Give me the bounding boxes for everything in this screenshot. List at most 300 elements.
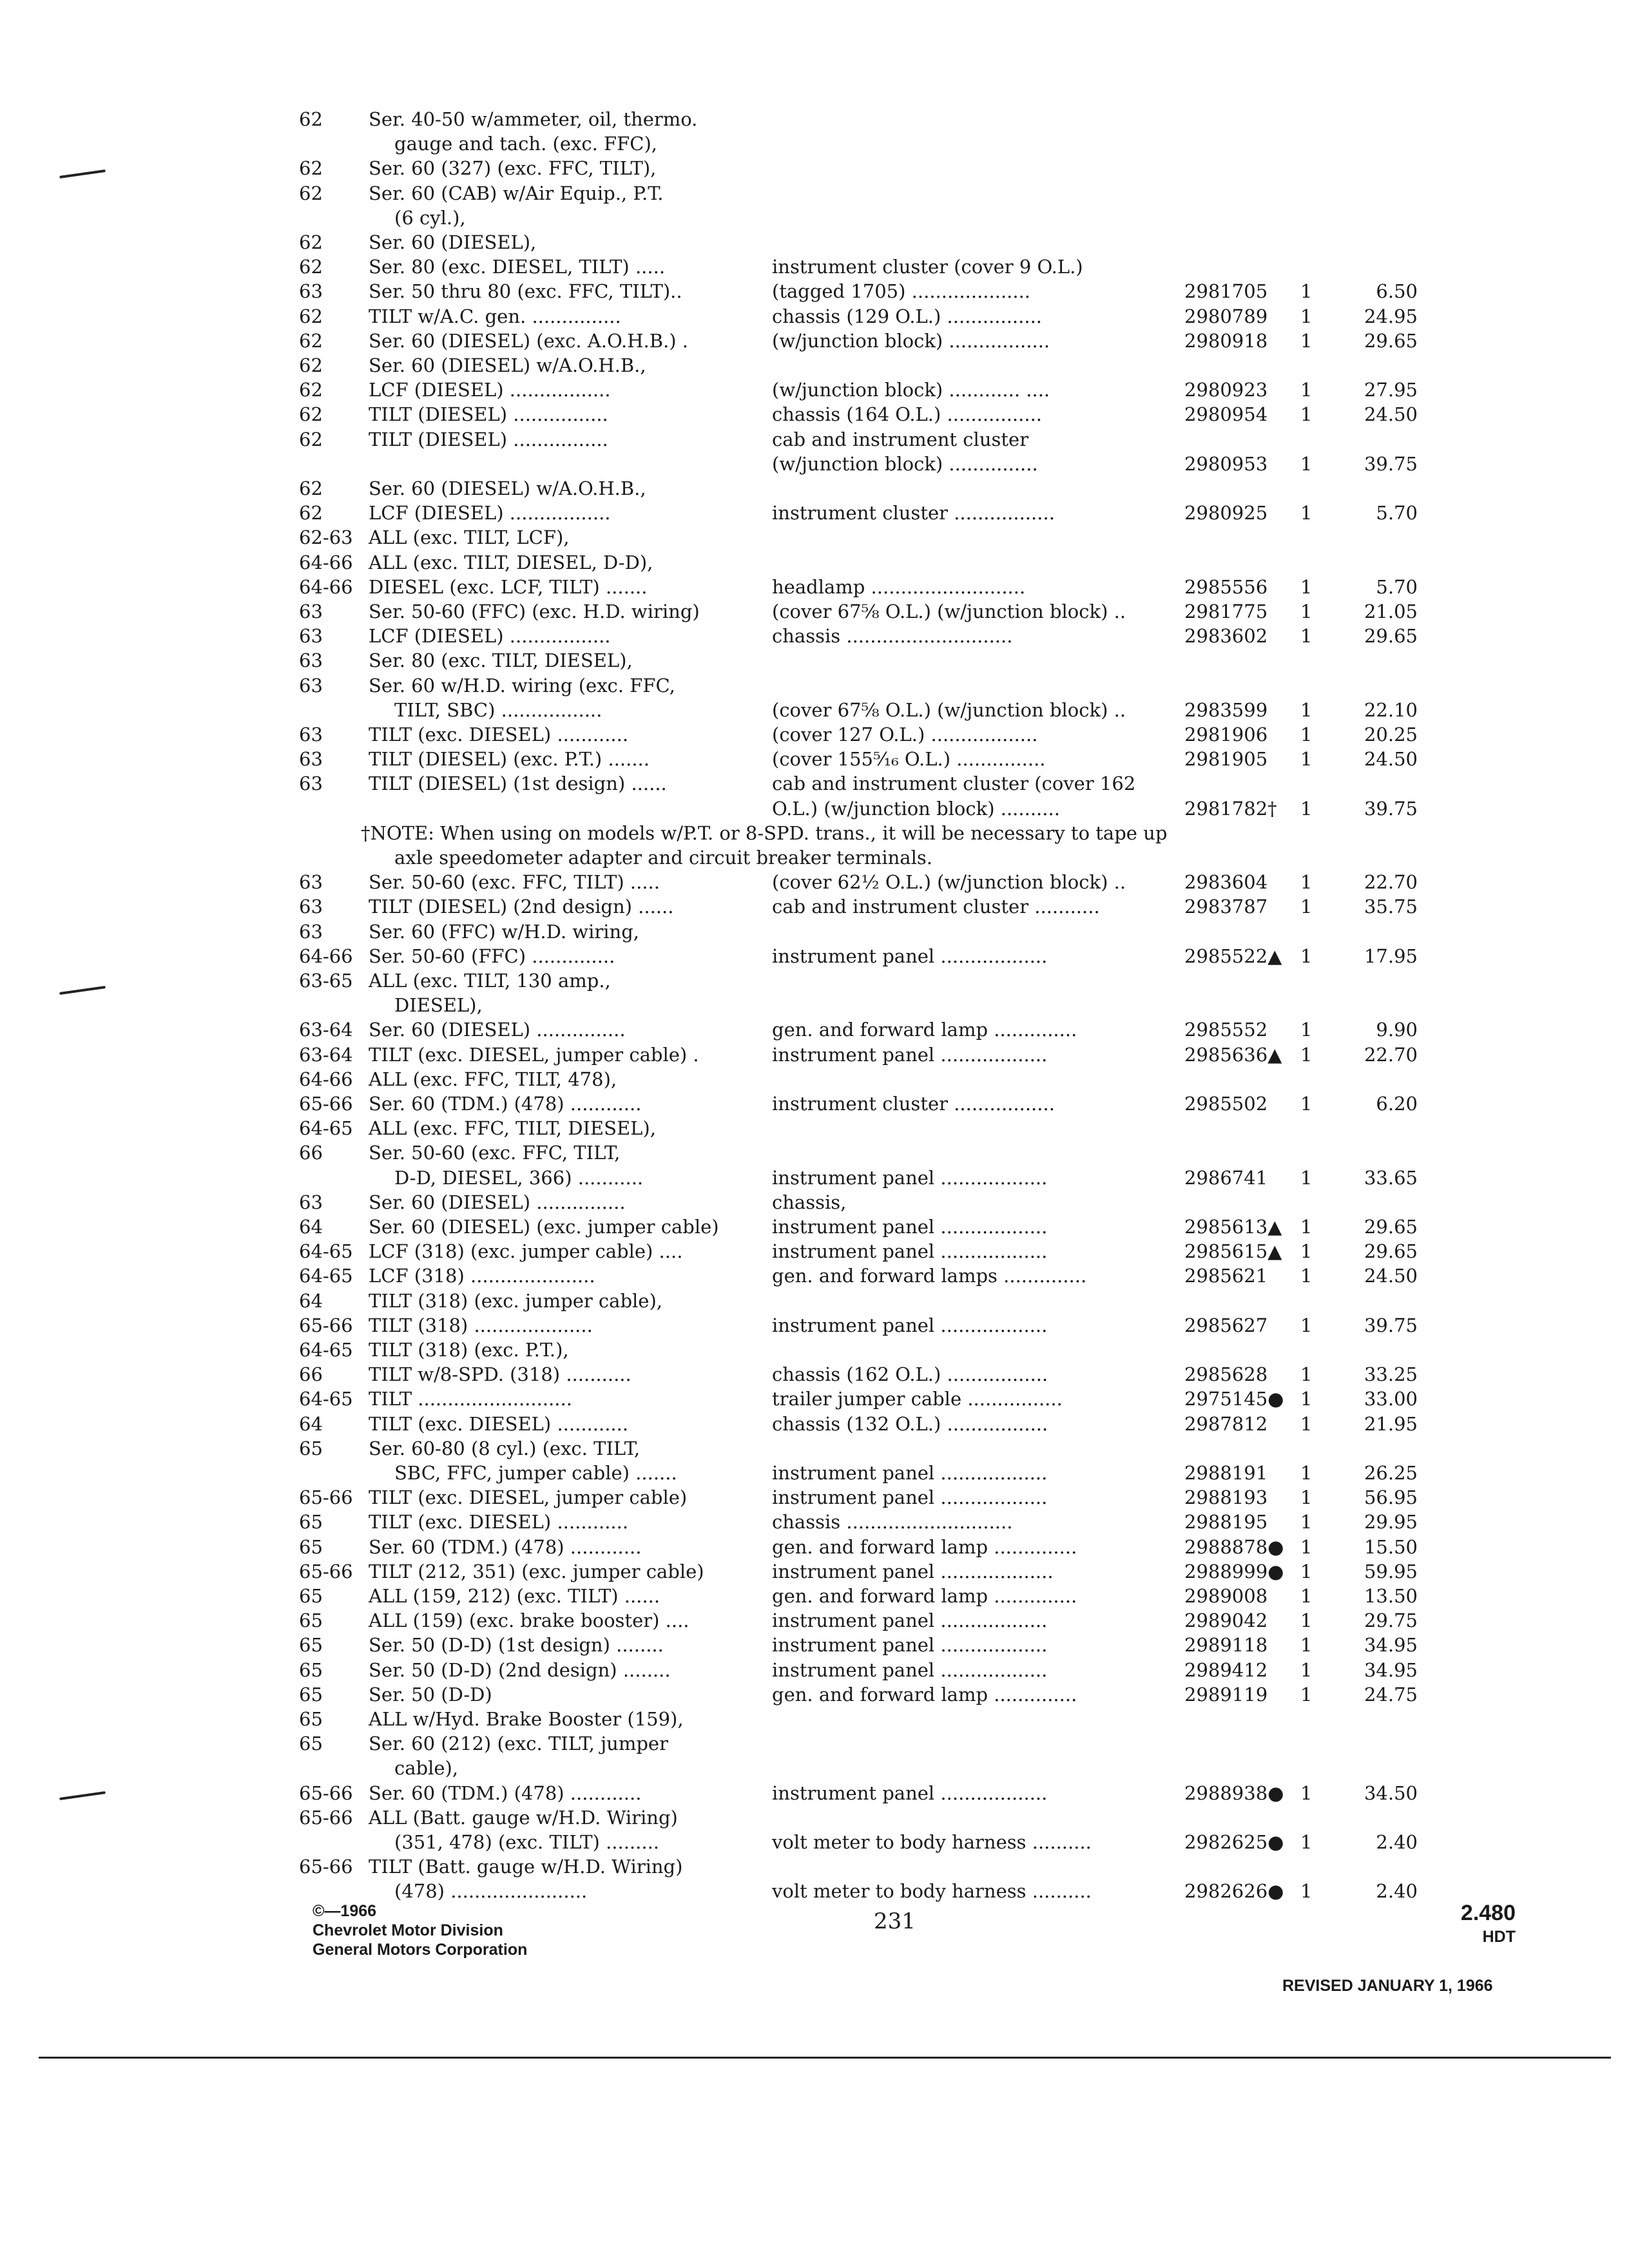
row-year: 62 [299, 256, 323, 278]
row-models-cont: gauge and tach. (exc. FFC), [394, 133, 657, 155]
row-price: 24.75 [1364, 1683, 1418, 1706]
row-part-number: 2981905 [1184, 748, 1268, 771]
row-description: cab and instrument cluster (cover 162 [772, 773, 1136, 795]
row-models: DIESEL (exc. LCF, TILT) ....... [369, 575, 648, 598]
row-part-number: 2985628 [1184, 1363, 1268, 1386]
row-part-number: 2988191 [1184, 1462, 1268, 1484]
row-quantity: 1 [1300, 797, 1313, 820]
row-year: 62 [299, 231, 323, 253]
row-models: LCF (318) ..................... [369, 1265, 595, 1287]
row-quantity: 1 [1300, 1462, 1313, 1484]
row-description-cont: volt meter to body harness .......... [772, 1880, 1092, 1903]
row-year: 65-66 [299, 1093, 353, 1115]
row-quantity: 1 [1300, 1634, 1313, 1657]
row-year: 64 [299, 1216, 323, 1238]
row-quantity: 1 [1300, 1388, 1313, 1410]
row-description: chassis ............................ [772, 625, 1013, 648]
row-price: 34.50 [1364, 1782, 1418, 1804]
row-description: gen. and forward lamp .............. [772, 1535, 1077, 1558]
row-year: 63 [299, 920, 323, 943]
row-year: 62-63 [299, 526, 353, 549]
row-models: TILT (DIESEL) (exc. P.T.) ....... [369, 748, 650, 771]
row-part-number: 2980789 [1184, 305, 1268, 327]
row-quantity: 1 [1300, 871, 1313, 894]
row-price: 34.95 [1364, 1658, 1418, 1681]
row-part-number: 2989412 [1184, 1658, 1268, 1681]
row-year: 64-66 [299, 551, 353, 573]
row-price: 26.25 [1364, 1462, 1418, 1484]
row-quantity: 1 [1300, 748, 1313, 771]
row-models: TILT (DIESEL) ................ [369, 403, 608, 426]
row-price: 34.95 [1364, 1634, 1418, 1657]
row-year: 63 [299, 724, 323, 745]
row-description: (cover 62½ O.L.) (w/junction block) .. [772, 871, 1126, 894]
row-year: 63 [299, 1191, 323, 1213]
note-line-1: †NOTE: When using on models w/P.T. or 8-SPD. trans., it will be necessary to tape up [361, 822, 1168, 844]
row-quantity: 1 [1300, 945, 1313, 967]
row-description: (cover 67⅝ O.L.) (w/junction block) .. [772, 601, 1126, 622]
row-price: 24.50 [1364, 748, 1418, 771]
row-price: 56.95 [1364, 1486, 1418, 1509]
row-description: cab and instrument cluster [772, 428, 1029, 450]
row-models: Ser. 60 (TDM.) (478) ............ [369, 1093, 642, 1115]
row-models: Ser. 50 (D-D) [369, 1683, 492, 1706]
row-models: Ser. 60 (FFC) w/H.D. wiring, [369, 920, 639, 943]
row-price: 24.50 [1364, 1265, 1418, 1287]
row-year: 64-65 [299, 1339, 353, 1361]
row-part-number: 2983604 [1184, 871, 1268, 894]
footer-copyright: ©—1966 [313, 1902, 377, 1920]
row-quantity: 1 [1300, 379, 1313, 401]
row-quantity: 1 [1300, 1412, 1313, 1435]
row-part-number: 2983599 [1184, 698, 1268, 721]
row-description: chassis (132 O.L.) ................. [772, 1412, 1048, 1435]
row-price: 2.40 [1376, 1831, 1418, 1853]
row-quantity: 1 [1300, 1093, 1313, 1115]
row-description: instrument panel .................. [772, 1043, 1048, 1066]
row-year: 65 [299, 1437, 323, 1459]
row-quantity: 1 [1300, 1314, 1313, 1336]
row-year: 62 [299, 354, 323, 376]
row-models: ALL (159) (exc. brake booster) .... [369, 1610, 689, 1632]
row-price: 17.95 [1364, 945, 1418, 967]
row-models: Ser. 60 (DIESEL) w/A.O.H.B., [369, 477, 646, 499]
row-description-cont: (w/junction block) ............... [772, 452, 1038, 475]
row-price: 29.65 [1364, 1240, 1418, 1263]
row-year: 63 [299, 601, 323, 622]
row-part-number: 2980954 [1184, 403, 1268, 426]
row-description: instrument panel .................. [772, 1610, 1048, 1632]
row-models: Ser. 50-60 (exc. FFC, TILT) ..... [369, 871, 660, 894]
row-year: 66 [299, 1142, 323, 1164]
row-description: gen. and forward lamp .............. [772, 1019, 1077, 1041]
row-part-number: 2983602 [1184, 625, 1268, 648]
footer-division: Chevrolet Motor Division [313, 1921, 503, 1939]
row-year: 64-65 [299, 1240, 353, 1263]
row-year: 64-66 [299, 1068, 353, 1090]
row-description: instrument cluster (cover 9 O.L.) [772, 256, 1083, 278]
row-quantity: 1 [1300, 625, 1313, 648]
row-year: 65 [299, 1634, 323, 1657]
row-year: 65-66 [299, 1782, 353, 1804]
row-models: ALL w/Hyd. Brake Booster (159), [369, 1708, 684, 1730]
row-quantity: 1 [1300, 1782, 1313, 1804]
row-part-number: 2988938● [1184, 1782, 1284, 1804]
row-part-number: 2989119 [1184, 1683, 1268, 1706]
row-part-number: 2989008 [1184, 1585, 1268, 1607]
row-price: 5.70 [1376, 502, 1418, 524]
row-models-cont: D-D, DIESEL, 366) ........... [394, 1166, 644, 1189]
row-models-cont: (351, 478) (exc. TILT) ......... [394, 1831, 660, 1853]
row-models-cont: SBC, FFC, jumper cable) ....... [394, 1462, 677, 1484]
row-year: 63-64 [299, 1043, 353, 1066]
row-quantity: 1 [1300, 1166, 1313, 1189]
row-year: 64 [299, 1412, 323, 1435]
row-description: trailer jumper cable ................ [772, 1388, 1063, 1410]
row-models-cont: TILT, SBC) ................. [394, 698, 602, 721]
row-quantity: 1 [1300, 1880, 1313, 1903]
row-models: Ser. 50-60 (FFC) (exc. H.D. wiring) [369, 601, 700, 622]
row-price: 15.50 [1364, 1535, 1418, 1558]
row-models: TILT (DIESEL) ................ [369, 428, 608, 450]
row-price: 39.75 [1364, 797, 1418, 820]
row-models: TILT (318) (exc. jumper cable), [369, 1289, 662, 1312]
row-part-number: 2989118 [1184, 1634, 1268, 1657]
row-part-number: 2981782† [1184, 797, 1277, 820]
row-price: 29.95 [1364, 1511, 1418, 1533]
row-models-cont: cable), [394, 1757, 459, 1780]
row-description-cont: instrument panel .................. [772, 1462, 1048, 1484]
row-quantity: 1 [1300, 1831, 1313, 1853]
row-models: Ser. 80 (exc. TILT, DIESEL), [369, 649, 633, 672]
row-year: 65 [299, 1511, 323, 1533]
row-part-number: 2983787 [1184, 896, 1268, 918]
row-quantity: 1 [1300, 1560, 1313, 1582]
row-year: 62 [299, 329, 323, 352]
row-year: 65-66 [299, 1486, 353, 1509]
row-quantity: 1 [1300, 1019, 1313, 1041]
row-description: instrument panel .................. [772, 1240, 1048, 1263]
row-models: Ser. 50-60 (FFC) .............. [369, 945, 615, 967]
row-quantity: 1 [1300, 502, 1313, 524]
row-description: gen. and forward lamp .............. [772, 1585, 1077, 1607]
row-year: 65 [299, 1610, 323, 1632]
row-description: instrument panel ................... [772, 1560, 1054, 1582]
row-year: 62 [299, 502, 323, 524]
row-price: 20.25 [1364, 724, 1418, 745]
row-description: instrument panel .................. [772, 1486, 1048, 1509]
row-year: 62 [299, 379, 323, 401]
row-part-number: 2981705 [1184, 280, 1268, 303]
row-quantity: 1 [1300, 1610, 1313, 1632]
row-year: 63 [299, 674, 323, 697]
row-models: ALL (exc. FFC, TILT, DIESEL), [369, 1117, 656, 1140]
row-quantity: 1 [1300, 698, 1313, 721]
row-models: TILT w/8-SPD. (318) ........... [369, 1363, 631, 1386]
row-models: TILT (exc. DIESEL, jumper cable) [369, 1486, 688, 1509]
row-price: 5.70 [1376, 575, 1418, 598]
row-year: 62 [299, 182, 323, 204]
row-description: instrument panel .................. [772, 1314, 1048, 1336]
row-description: (w/junction block) ................. [772, 329, 1050, 352]
row-models: Ser. 60 (CAB) w/Air Equip., P.T. [369, 182, 664, 204]
row-models: ALL (159, 212) (exc. TILT) ...... [369, 1585, 660, 1607]
row-description-cont: O.L.) (w/junction block) .......... [772, 797, 1060, 820]
row-part-number: 2981775 [1184, 601, 1268, 622]
row-price: 6.50 [1376, 280, 1418, 303]
row-price: 21.95 [1364, 1412, 1418, 1435]
row-price: 27.95 [1364, 379, 1418, 401]
row-quantity: 1 [1300, 601, 1313, 622]
row-price: 22.10 [1364, 698, 1418, 721]
row-quantity: 1 [1300, 1511, 1313, 1533]
row-description: headlamp .......................... [772, 575, 1026, 598]
row-year: 65 [299, 1683, 323, 1706]
row-models: Ser. 60 (212) (exc. TILT, jumper [369, 1733, 668, 1755]
row-part-number: 2980925 [1184, 502, 1268, 524]
row-part-number: 2985636▲ [1184, 1043, 1282, 1066]
row-year: 63-64 [299, 1019, 353, 1041]
row-models: Ser. 60 w/H.D. wiring (exc. FFC, [369, 674, 675, 697]
row-part-number: 2985613▲ [1184, 1216, 1282, 1238]
row-year: 63 [299, 649, 323, 672]
row-models: LCF (DIESEL) ................. [369, 502, 611, 524]
row-quantity: 1 [1300, 280, 1313, 303]
row-models: Ser. 60-80 (8 cyl.) (exc. TILT, [369, 1437, 641, 1459]
row-description: chassis (129 O.L.) ................ [772, 305, 1043, 327]
row-quantity: 1 [1300, 1658, 1313, 1681]
row-price: 33.25 [1364, 1363, 1418, 1386]
row-year: 64-66 [299, 945, 353, 967]
row-year: 63 [299, 871, 323, 894]
row-description: instrument panel .................. [772, 945, 1048, 967]
row-price: 9.90 [1376, 1019, 1418, 1041]
row-models: TILT .......................... [369, 1388, 572, 1410]
row-models: TILT (DIESEL) (1st design) ...... [369, 773, 667, 795]
row-models-cont: (6 cyl.), [394, 206, 466, 229]
row-models: TILT (exc. DIESEL) ............ [369, 724, 629, 745]
row-quantity: 1 [1300, 724, 1313, 745]
row-models: ALL (exc. TILT, LCF), [369, 526, 570, 549]
margin-mark [59, 986, 106, 995]
row-models: Ser. 50 (D-D) (2nd design) ........ [369, 1658, 671, 1681]
row-price: 39.75 [1364, 1314, 1418, 1336]
row-year: 65-66 [299, 1856, 353, 1878]
row-description-cont: volt meter to body harness .......... [772, 1831, 1092, 1853]
row-quantity: 1 [1300, 329, 1313, 352]
row-quantity: 1 [1300, 1535, 1313, 1558]
row-models: Ser. 40-50 w/ammeter, oil, thermo. [369, 108, 698, 130]
row-year: 65 [299, 1708, 323, 1730]
row-models: ALL (exc. FFC, TILT, 478), [369, 1068, 617, 1090]
row-description: (cover 127 O.L.) .................. [772, 724, 1038, 745]
row-year: 63-65 [299, 970, 353, 992]
row-models: TILT (318) (exc. P.T.), [369, 1339, 569, 1361]
row-year: 62 [299, 157, 323, 180]
row-year: 65-66 [299, 1806, 353, 1829]
row-quantity: 1 [1300, 1265, 1313, 1287]
row-models: LCF (DIESEL) ................. [369, 379, 611, 401]
row-description: chassis (164 O.L.) ................ [772, 403, 1043, 426]
row-models: Ser. 60 (TDM.) (478) ............ [369, 1535, 642, 1558]
row-year: 64-65 [299, 1265, 353, 1287]
row-models: Ser. 50 (D-D) (1st design) ........ [369, 1634, 664, 1657]
row-description: cab and instrument cluster ........... [772, 896, 1100, 918]
row-year: 64 [299, 1289, 323, 1312]
row-year: 63 [299, 773, 323, 795]
row-models: Ser. 60 (DIESEL) ............... [369, 1019, 626, 1041]
row-price: 29.65 [1364, 625, 1418, 648]
row-models: ALL (exc. TILT, DIESEL, D-D), [369, 551, 653, 573]
row-part-number: 2988999● [1184, 1560, 1284, 1582]
row-year: 65-66 [299, 1560, 353, 1582]
row-year: 63 [299, 896, 323, 918]
row-models: TILT (exc. DIESEL, jumper cable) . [369, 1043, 699, 1066]
row-price: 29.65 [1364, 329, 1418, 352]
section-number: 2.480 [1460, 1901, 1516, 1925]
row-quantity: 1 [1300, 1216, 1313, 1238]
row-year: 63 [299, 748, 323, 771]
row-quantity: 1 [1300, 575, 1313, 598]
row-year: 62 [299, 305, 323, 327]
row-models: Ser. 60 (DIESEL) (exc. jumper cable) [369, 1216, 719, 1238]
row-quantity: 1 [1300, 1585, 1313, 1607]
row-year: 62 [299, 477, 323, 499]
row-description: chassis, [772, 1191, 847, 1213]
row-models: Ser. 50-60 (exc. FFC, TILT, [369, 1142, 621, 1164]
row-part-number: 2986741 [1184, 1166, 1268, 1189]
row-models: Ser. 60 (TDM.) (478) ............ [369, 1782, 642, 1804]
row-price: 22.70 [1364, 1043, 1418, 1066]
row-part-number: 2985522▲ [1184, 945, 1282, 967]
row-part-number: 2980923 [1184, 379, 1268, 401]
row-year: 65-66 [299, 1314, 353, 1336]
row-models: TILT (318) .................... [369, 1314, 593, 1336]
row-description: chassis ............................ [772, 1511, 1013, 1533]
row-part-number: 2988195 [1184, 1511, 1268, 1533]
row-year: 63 [299, 280, 323, 303]
row-part-number: 2980918 [1184, 329, 1268, 352]
row-quantity: 1 [1300, 1486, 1313, 1509]
row-part-number: 2985502 [1184, 1093, 1268, 1115]
row-year: 63 [299, 625, 323, 648]
row-models: Ser. 80 (exc. DIESEL, TILT) ..... [369, 256, 666, 278]
footer-corporation: General Motors Corporation [313, 1941, 528, 1959]
row-description: instrument panel .................. [772, 1634, 1048, 1657]
row-part-number: 2982625● [1184, 1831, 1284, 1853]
row-description: instrument cluster ................. [772, 1093, 1055, 1115]
row-price: 24.50 [1364, 403, 1418, 426]
row-description-cont: (cover 67⅝ O.L.) (w/junction block) .. [772, 698, 1126, 721]
page-number: 231 [874, 1908, 916, 1934]
row-price: 29.75 [1364, 1610, 1418, 1632]
row-part-number: 2987812 [1184, 1412, 1268, 1435]
row-description: chassis (162 O.L.) ................. [772, 1363, 1048, 1386]
row-year: 64-65 [299, 1117, 353, 1140]
row-part-number: 2982626● [1184, 1880, 1284, 1903]
row-models-cont: DIESEL), [394, 994, 483, 1017]
margin-mark [59, 1791, 106, 1800]
row-price: 29.65 [1364, 1216, 1418, 1238]
row-part-number: 2988193 [1184, 1486, 1268, 1509]
row-quantity: 1 [1300, 403, 1313, 426]
row-part-number: 2985556 [1184, 575, 1268, 598]
row-description: instrument panel .................. [772, 1658, 1048, 1681]
row-price: 6.20 [1376, 1093, 1418, 1115]
row-quantity: 1 [1300, 896, 1313, 918]
row-models: Ser. 60 (327) (exc. FFC, TILT), [369, 157, 657, 180]
row-part-number: 2975145● [1184, 1388, 1284, 1410]
row-part-number: 2985621 [1184, 1265, 1268, 1287]
row-year: 66 [299, 1363, 323, 1386]
row-part-number: 2985552 [1184, 1019, 1268, 1041]
row-description: instrument panel .................. [772, 1216, 1048, 1238]
row-models: Ser. 60 (DIESEL), [369, 231, 537, 253]
row-price: 21.05 [1364, 601, 1418, 622]
row-year: 65 [299, 1658, 323, 1681]
row-part-number: 2985615▲ [1184, 1240, 1282, 1263]
row-description-cont: instrument panel .................. [772, 1166, 1048, 1189]
row-price: 35.75 [1364, 896, 1418, 918]
row-quantity: 1 [1300, 1240, 1313, 1263]
row-year: 64-65 [299, 1388, 353, 1410]
row-part-number: 2989042 [1184, 1610, 1268, 1632]
row-models: LCF (318) (exc. jumper cable) .... [369, 1240, 683, 1263]
row-models: TILT w/A.C. gen. ............... [369, 305, 621, 327]
row-price: 33.00 [1364, 1388, 1418, 1410]
row-part-number: 2980953 [1184, 452, 1268, 475]
row-description: (w/junction block) ............ .... [772, 379, 1050, 401]
row-part-number: 2985627 [1184, 1314, 1268, 1336]
margin-mark [59, 169, 106, 178]
row-description: instrument cluster ................. [772, 502, 1055, 524]
row-price: 13.50 [1364, 1585, 1418, 1607]
note-line-2: axle speedometer adapter and circuit breaker terminals. [394, 847, 932, 869]
row-models: Ser. 60 (DIESEL) (exc. A.O.H.B.) . [369, 329, 689, 352]
row-quantity: 1 [1300, 1683, 1313, 1706]
revised-date: REVISED JANUARY 1, 1966 [1282, 1977, 1493, 1995]
row-models: Ser. 50 thru 80 (exc. FFC, TILT).. [369, 280, 682, 303]
row-models: TILT (212, 351) (exc. jumper cable) [369, 1560, 704, 1582]
row-year: 62 [299, 403, 323, 426]
row-models: TILT (DIESEL) (2nd design) ...... [369, 896, 674, 918]
row-description: gen. and forward lamps .............. [772, 1265, 1087, 1287]
row-year: 65 [299, 1585, 323, 1607]
row-models: LCF (DIESEL) ................. [369, 625, 611, 648]
row-price: 59.95 [1364, 1560, 1418, 1582]
row-year: 65 [299, 1535, 323, 1558]
row-models: Ser. 60 (DIESEL) ............... [369, 1191, 626, 1213]
row-quantity: 1 [1300, 1363, 1313, 1386]
row-part-number: 2981906 [1184, 724, 1268, 745]
row-price: 22.70 [1364, 871, 1418, 894]
row-part-number: 2988878● [1184, 1535, 1284, 1558]
row-year: 62 [299, 428, 323, 450]
row-description: instrument panel .................. [772, 1782, 1048, 1804]
row-description: (cover 155⁵⁄₁₆ O.L.) ............... [772, 748, 1046, 771]
page-bottom-rule [39, 2057, 1611, 2059]
row-models: TILT (exc. DIESEL) ............ [369, 1412, 629, 1435]
row-price: 39.75 [1364, 452, 1418, 475]
row-models-cont: (478) ....................... [394, 1880, 588, 1903]
section-code: HDT [1482, 1928, 1516, 1946]
row-models: Ser. 60 (DIESEL) w/A.O.H.B., [369, 354, 646, 376]
row-models: ALL (Batt. gauge w/H.D. Wiring) [369, 1806, 678, 1829]
row-models: TILT (Batt. gauge w/H.D. Wiring) [369, 1856, 683, 1878]
row-description: gen. and forward lamp .............. [772, 1683, 1077, 1706]
row-price: 2.40 [1376, 1880, 1418, 1903]
row-year: 65 [299, 1733, 323, 1755]
